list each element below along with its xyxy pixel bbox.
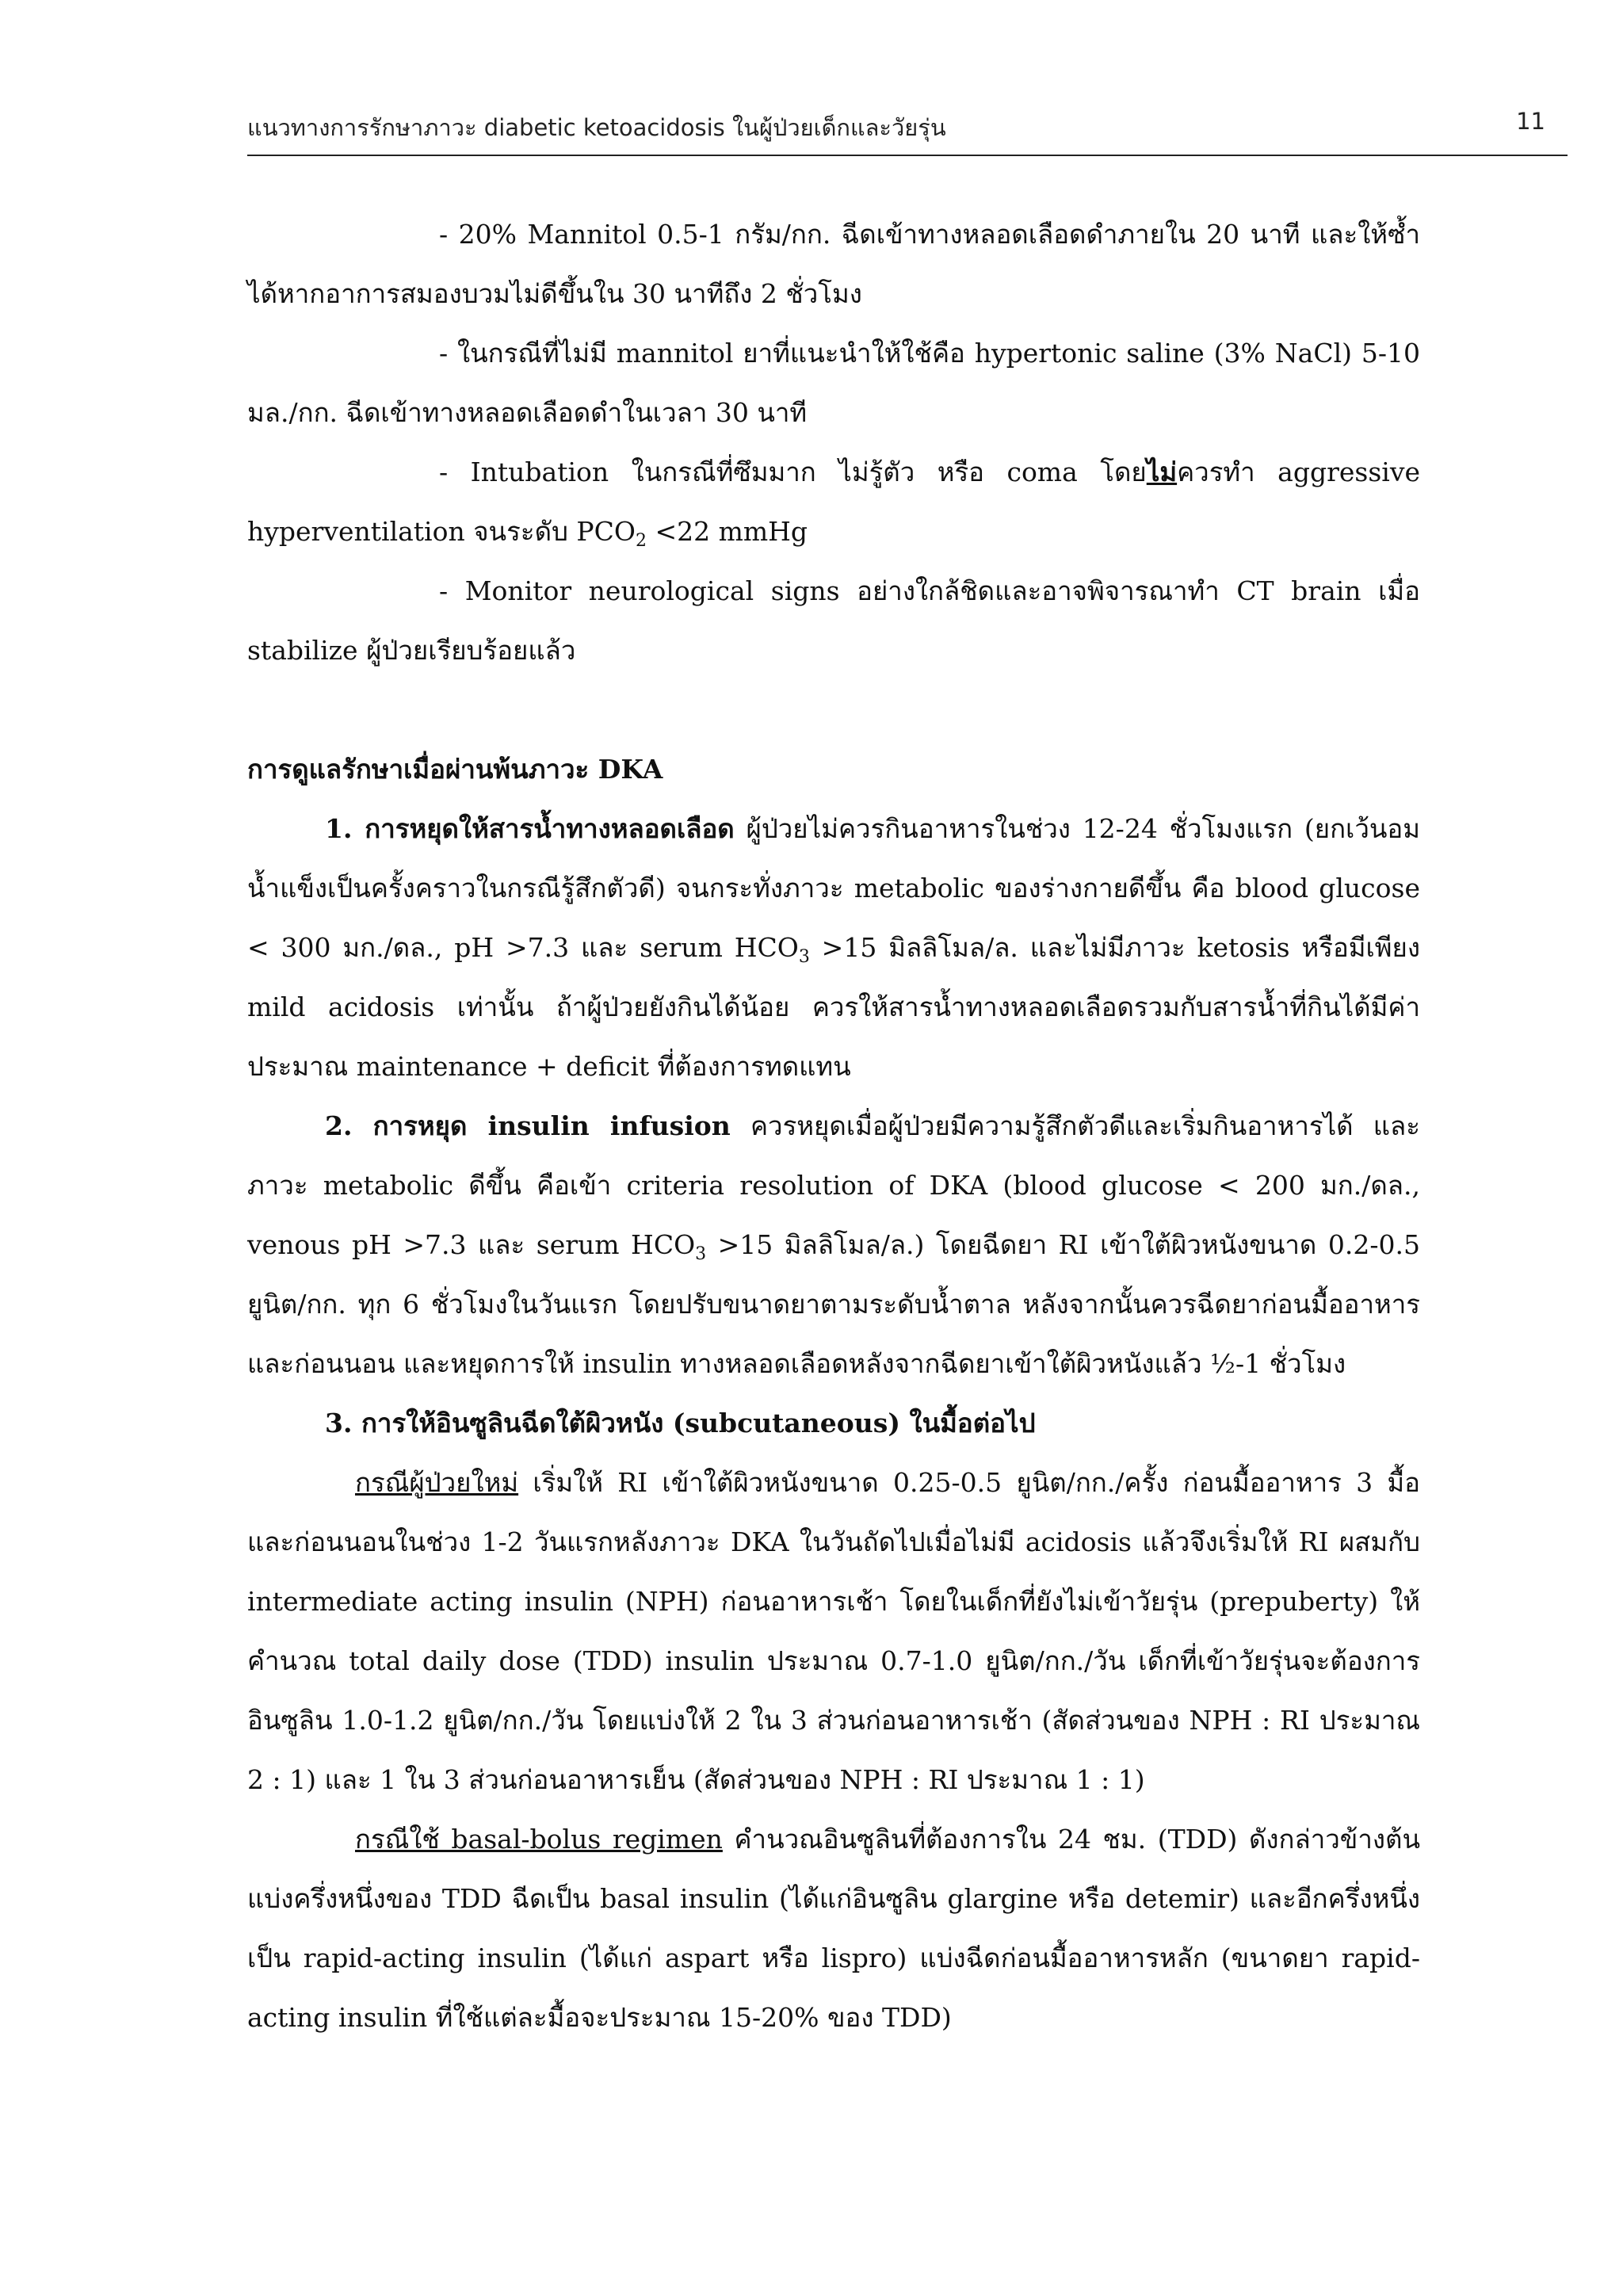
new-patient-text: เริ่มให้ RI เข้าใต้ผิวหนังขนาด 0.25-0.5 ยูนิต/กก./ครั้ง ก่อนมื้ออาหาร 3 มื้อ และก่อนนอนในช่วง 1-2 วันแรกหลังภาวะ DKA ในวันถัดไปเมื่อไม่มี acidosis แล้วจึงเริ่มให้ RI ผสมกับ intermediate acting insulin (NPH) ก่อนอาหารเช้า โดยในเด็กที่ยังไม่เข้าวัยรุ่น (prepuberty) ให้คำนวณ total daily dose (TDD) insulin ประมาณ 0.7-1.0 ยูนิต/กก./วัน เด็กที่เข้าวัยรุ่นจะต้องการอินซูลิน 1.0-1.2 ยูนิต/กก./วัน โดยแบ่งให้ 2 ใน 3 ส่วนก่อนอาหารเช้า (สัดส่วนของ NPH : RI ประมาณ 2 : 1) และ 1 ใน 3 ส่วนก่อนอาหารเย็น (สัดส่วนของ NPH : RI ประมาณ 1 : 1) [247,1467,1420,1795]
monitor-paragraph: - Monitor neurological signs อย่างใกล้ชิดและอาจพิจารณาทำ CT brain เมื่อ stabilize ผู้ป่วยเรียบร้อยแล้ว [247,575,1420,666]
item-3-heading: 3. การให้อินซูลินฉีดใต้ผิวหนัง (subcutaneous) ในมื้อต่อไป [325,1408,1036,1438]
new-patient-paragraph [247,1453,1420,1809]
basal-bolus-text: คำนวณอินซูลินที่ต้องการใน 24 ชม. (TDD) ดังกล่าวข้างต้น แบ่งครึ่งหนึ่งของ TDD ฉีดเป็น basal insulin (ได้แก่อินซูลิน glargine หรือ detemir) และอีกครึ่งหนึ่งเป็น rapid-acting insulin (ได้แก่ aspart หรือ lispro) แบ่งฉีดก่อนมื้ออาหารหลัก (ขนาดยา rapid-acting insulin ที่ใช้แต่ละมื้อจะประมาณ 15-20% ของ TDD) [247,1824,1420,2033]
item-1-text-start: ผู้ป่วยไม่ควรกินอาหารในช่วง 12-24 ชั่วโมงแรก (ยกเว้นอมน้ำแข็งเป็นครั้งคราวในกรณีรู้สึกตัวดี) จนกระทั่งภาวะ metabolic ของร่างกายดีขึ้น คือ blood glucose < 300 มก./ดล., pH >7.3 และ serum HCO [247,813,1420,963]
intubation-paragraph [247,442,1420,561]
header-divider [247,155,1568,156]
intubation-text-mid: ควรทำ aggressive hyperventilation จนระดับ PCO [247,457,1420,547]
running-header-title: แนวทางการรักษาภาวะ diabetic ketoacidosis ในผู้ป่วยเด็กและวัยรุ่น [247,114,946,141]
basal-bolus-paragraph [247,1809,1420,2047]
item-1-text-end: >15 มิลลิโมล/ล. และไม่มีภาวะ ketosis หรือมีเพียง mild acidosis เท่านั้น ถ้าผู้ป่วยยังกินได้น้อย ควรให้สารน้ำทางหลอดเลือดรวมกับสารน้ำที่กินได้มีค่าประมาณ maintenance + deficit ที่ต้องการทดแทน [247,932,1420,1082]
intubation-emphasis: ไม่ [1146,457,1178,487]
intubation-text-start: - Intubation ในกรณีที่ซึมมาก ไม่รู้ตัว หรือ coma โดย [439,457,1147,487]
item-2-label: 2. การหยุด insulin infusion [325,1110,731,1141]
basal-bolus-label: กรณีใช้ basal-bolus regimen [355,1824,723,1855]
document-body [247,204,1420,2047]
item-2-text-start: ควรหยุดเมื่อผู้ป่วยมีความรู้สึกตัวดีและเริ่มกินอาหารได้ และภาวะ metabolic ดีขึ้น คือเข้า criteria resolution of DKA (blood glucose < 200 มก./ดล., venous pH >7.3 และ serum HCO [247,1110,1421,1260]
item-1-paragraph [247,799,1420,1096]
pco2-subscript: 2 [635,531,647,551]
item-2-paragraph [247,1096,1420,1393]
page-number: 11 [1516,108,1545,135]
new-patient-label: กรณีผู้ป่วยใหม่ [355,1467,519,1498]
hco3-subscript: 3 [695,1244,707,1264]
mannitol-paragraph: - 20% Mannitol 0.5-1 กรัม/กก. ฉีดเข้าทางหลอดเลือดดำภายใน 20 นาที และให้ซ้ำได้หากอาการสมองบวมไม่ดีขึ้นใน 30 นาทีถึง 2 ชั่วโมง [247,219,1420,309]
item-2-text-end: >15 มิลลิโมล/ล.) โดยฉีดยา RI เข้าใต้ผิวหนังขนาด 0.2-0.5 ยูนิต/กก. ทุก 6 ชั่วโมงในวันแรก โดยปรับขนาดยาตามระดับน้ำตาล หลังจากนั้นควรฉีดยาก่อนมื้ออาหาร และก่อนนอน และหยุดการให้ insulin ทางหลอดเลือดหลังจากฉีดยาเข้าใต้ผิวหนังแล้ว ½-1 ชั่วโมง [247,1229,1420,1379]
hypertonic-saline-paragraph: - ในกรณีที่ไม่มี mannitol ยาที่แนะนำให้ใช้คือ hypertonic saline (3% NaCl) 5-10 มล./กก. ฉีดเข้าทางหลอดเลือดดำในเวลา 30 นาที [247,338,1420,428]
item-1-label: 1. การหยุดให้สารน้ำทางหลอดเลือด [325,813,735,844]
section-heading: การดูแลรักษาเมื่อผ่านพ้นภาวะ DKA [247,754,663,785]
intubation-text-end: <22 mmHg [646,516,808,547]
hco3-subscript: 3 [798,947,810,967]
